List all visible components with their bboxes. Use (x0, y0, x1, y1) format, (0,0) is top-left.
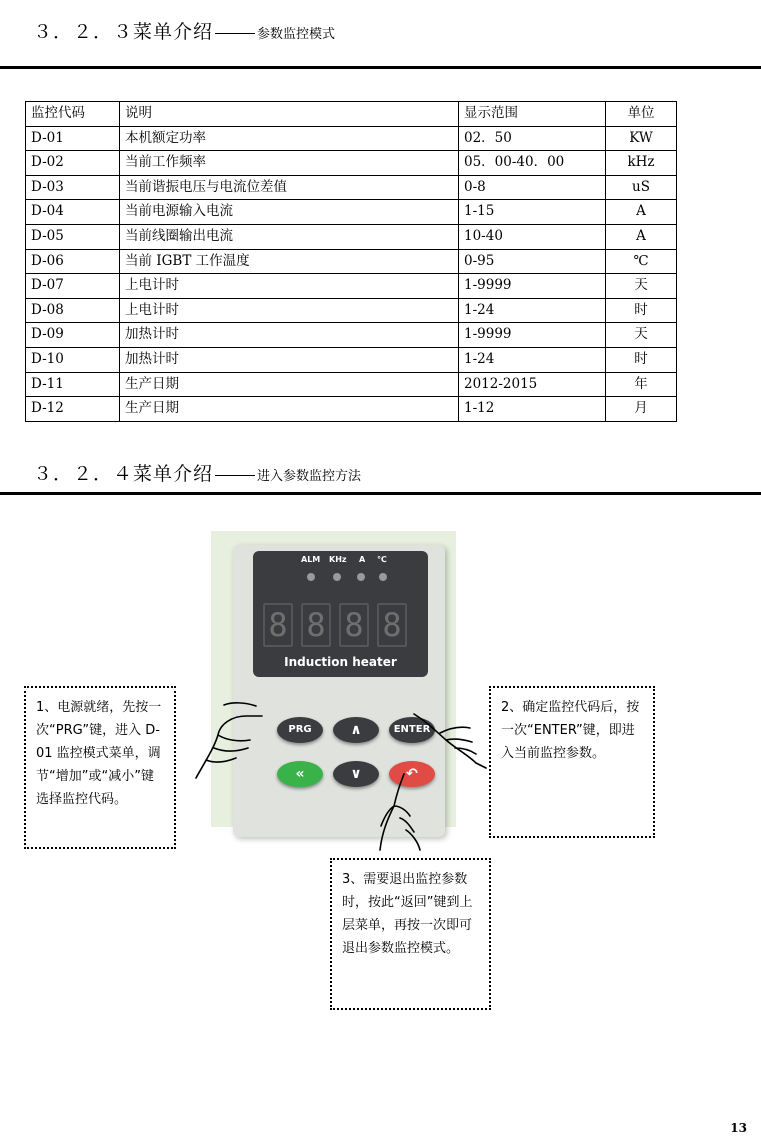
cell-unit: 时 (606, 347, 677, 372)
header-description: 说明 (120, 102, 459, 127)
table-row (26, 249, 677, 274)
section-rule-top (0, 66, 761, 69)
table-row (26, 175, 677, 200)
cell-unit: 天 (606, 323, 677, 348)
header-unit: 单位 (606, 102, 677, 127)
cell-description: 当前谐振电压与电流位差值 (120, 175, 459, 200)
cell-range: 2012-2015 (459, 372, 606, 397)
enter-button[interactable]: ENTER (389, 717, 435, 743)
indicator-label-alm: ALM (301, 555, 321, 564)
cell-range: 1-24 (459, 347, 606, 372)
cell-description: 本机额定功率 (120, 126, 459, 151)
indicator-strip (253, 551, 428, 589)
table-row (26, 274, 677, 299)
control-panel-photo (211, 531, 456, 827)
cell-range: 0-8 (459, 175, 606, 200)
cell-code: D-05 (26, 224, 120, 249)
indicator-label-celsius: ℃ (377, 555, 387, 564)
table-row (26, 397, 677, 422)
cell-description: 上电计时 (120, 298, 459, 323)
cell-unit: 天 (606, 274, 677, 299)
cell-range: 10-40 (459, 224, 606, 249)
cell-range: 1-24 (459, 298, 606, 323)
down-button[interactable] (333, 761, 379, 787)
cell-code: D-07 (26, 274, 120, 299)
cell-range: 1-9999 (459, 323, 606, 348)
cell-unit: KW (606, 126, 677, 151)
cell-description: 当前工作频率 (120, 151, 459, 176)
table-row (26, 224, 677, 249)
cell-range: 05．00-40．00 (459, 151, 606, 176)
cell-code: D-03 (26, 175, 120, 200)
cell-range: 1-15 (459, 200, 606, 225)
callout-step-2: 2、确定监控代码后，按一次“ENTER”键，即进入当前监控参数。 (489, 686, 655, 838)
table-row (26, 200, 677, 225)
cell-code: D-12 (26, 397, 120, 422)
double-chevron-left-icon: « (295, 766, 305, 782)
cell-description: 当前 IGBT 工作温度 (120, 249, 459, 274)
cell-unit: ℃ (606, 249, 677, 274)
table-row (26, 372, 677, 397)
cell-range: 1-9999 (459, 274, 606, 299)
indicator-led-alm (307, 573, 315, 581)
shift-left-button[interactable] (277, 761, 323, 787)
cell-unit: A (606, 224, 677, 249)
indicator-label-khz: KHz (329, 555, 347, 564)
cell-description: 上电计时 (120, 274, 459, 299)
up-button[interactable] (333, 717, 379, 743)
cell-unit: kHz (606, 151, 677, 176)
table-row (26, 323, 677, 348)
section-rule-mid (0, 492, 761, 495)
display-digit: 8 (339, 603, 369, 647)
section-3-2-3-heading (33, 17, 335, 44)
monitor-parameter-table (25, 101, 677, 422)
return-button[interactable] (389, 761, 435, 787)
cell-description: 加热计时 (120, 323, 459, 348)
down-arrow-icon: ∨ (350, 766, 362, 782)
cell-unit: 月 (606, 397, 677, 422)
cell-code: D-10 (26, 347, 120, 372)
display-digit: 8 (301, 603, 331, 647)
cell-unit: uS (606, 175, 677, 200)
cell-code: D-06 (26, 249, 120, 274)
return-arrow-icon: ↶ (406, 766, 418, 782)
up-arrow-icon: ∧ (350, 722, 362, 738)
section-3-2-4-number: ３．２．４菜单介绍 (33, 463, 214, 485)
section-3-2-3-number: ３．２．３菜单介绍 (33, 21, 214, 43)
cell-code: D-11 (26, 372, 120, 397)
header-code: 监控代码 (26, 102, 120, 127)
heading-dash (215, 475, 255, 476)
brand-label: Induction heater (284, 655, 397, 669)
cell-range: 1-12 (459, 397, 606, 422)
section-3-2-3-subtitle: 参数监控模式 (257, 27, 336, 42)
cell-range: 02．50 (459, 126, 606, 151)
cell-description: 生产日期 (120, 372, 459, 397)
table-header-row (26, 102, 677, 127)
callout-step-3: 3、需要退出监控参数时，按此“返回”键到上层菜单，再按一次即可退出参数监控模式。 (330, 858, 491, 1010)
control-panel (233, 545, 445, 837)
cell-unit: 年 (606, 372, 677, 397)
section-3-2-4-subtitle: 进入参数监控方法 (257, 469, 362, 484)
indicator-led-a (357, 573, 365, 581)
heading-dash (215, 33, 255, 34)
display-digit: 8 (377, 603, 407, 647)
cell-code: D-02 (26, 151, 120, 176)
table-row (26, 126, 677, 151)
table-row (26, 347, 677, 372)
cell-code: D-04 (26, 200, 120, 225)
cell-description: 加热计时 (120, 347, 459, 372)
page-number: 13 (730, 1121, 747, 1135)
indicator-label-a: A (359, 555, 366, 564)
cell-code: D-01 (26, 126, 120, 151)
table-body (26, 126, 677, 421)
cell-description: 当前电源输入电流 (120, 200, 459, 225)
prg-button[interactable]: PRG (277, 717, 323, 743)
table-row (26, 151, 677, 176)
cell-description: 生产日期 (120, 397, 459, 422)
indicator-led-celsius (379, 573, 387, 581)
indicator-led-khz (333, 573, 341, 581)
display-digit: 8 (263, 603, 293, 647)
seven-segment-display (253, 589, 428, 677)
cell-unit: A (606, 200, 677, 225)
cell-range: 0-95 (459, 249, 606, 274)
cell-unit: 时 (606, 298, 677, 323)
callout-step-1: 1、电源就绪，先按一次“PRG”键，进入 D-01 监控模式菜单，调节“增加”或“减小”键选择监控代码。 (24, 686, 176, 849)
section-3-2-4-heading (33, 459, 361, 486)
cell-code: D-08 (26, 298, 120, 323)
cell-description: 当前线圈输出电流 (120, 224, 459, 249)
table-row (26, 298, 677, 323)
cell-code: D-09 (26, 323, 120, 348)
header-range: 显示范围 (459, 102, 606, 127)
